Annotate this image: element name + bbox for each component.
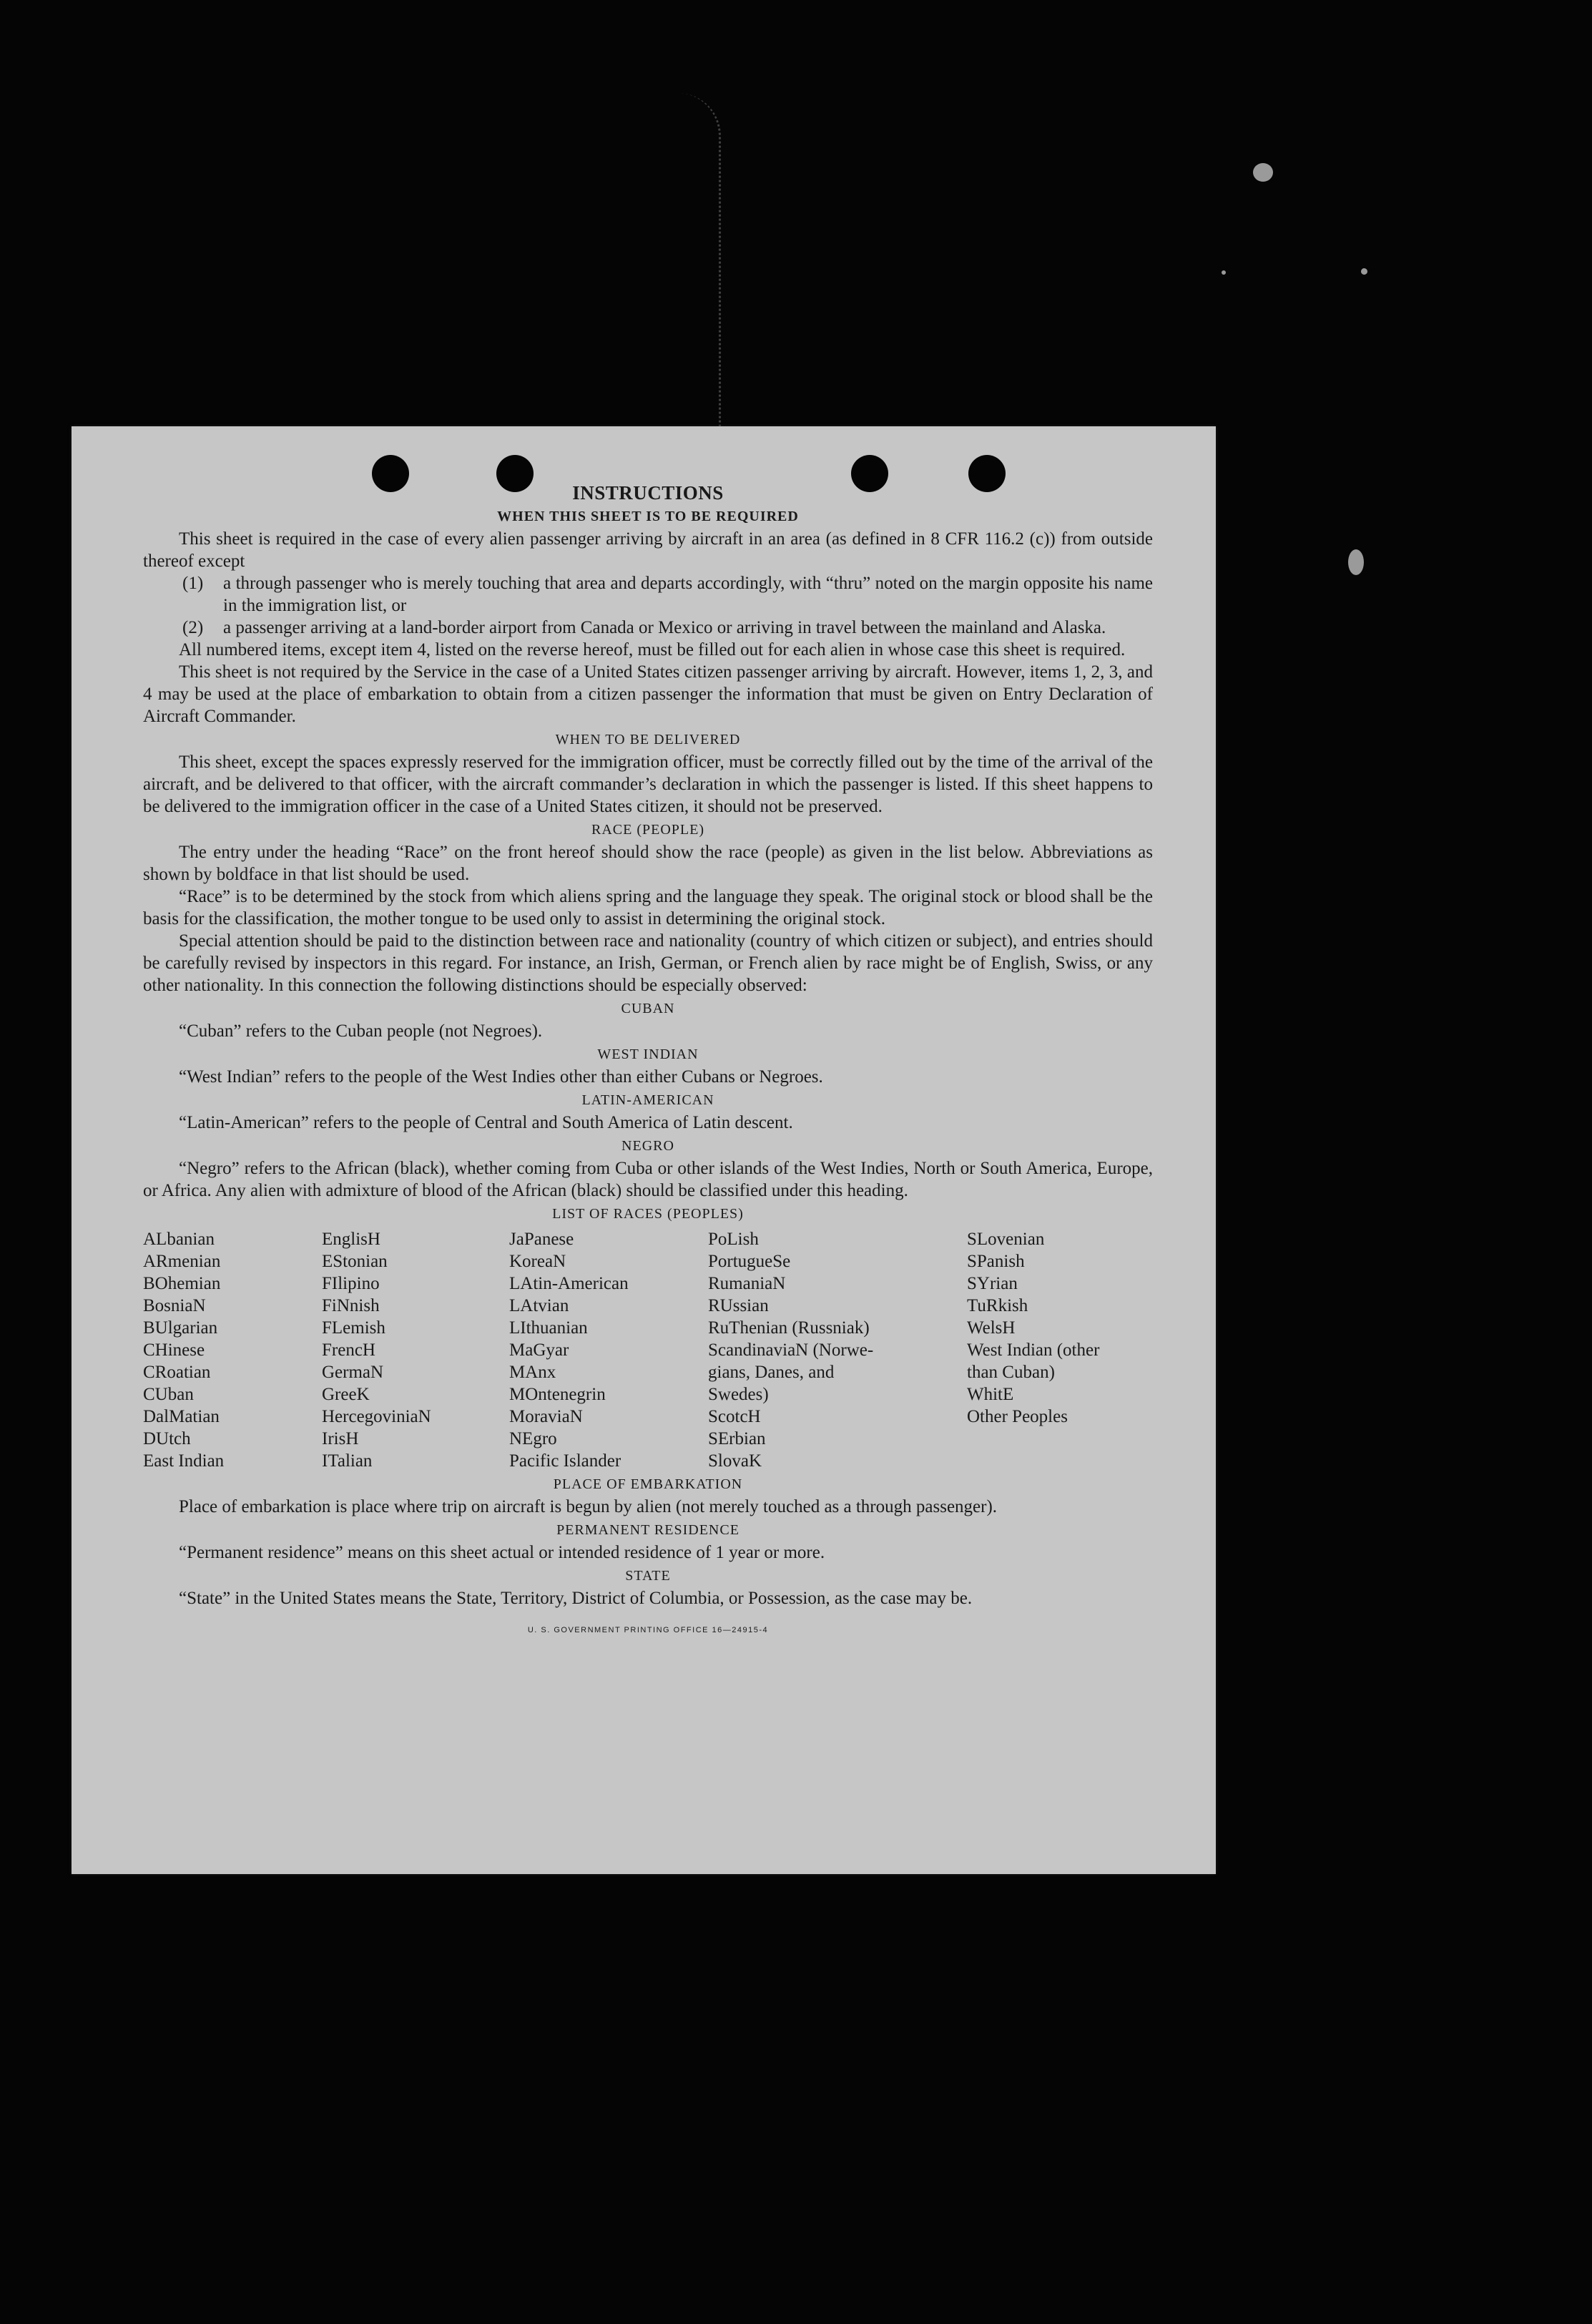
race-entry: LAtin-American xyxy=(509,1274,629,1293)
race-entry: FrencH xyxy=(322,1340,375,1360)
race-entry: Other Peoples xyxy=(967,1407,1068,1426)
race-entry: KoreaN xyxy=(509,1252,566,1271)
page-title: INSTRUCTIONS xyxy=(572,482,724,504)
paragraph: “West Indian” refers to the people of the West Indies other than either Cubans or Negroes. xyxy=(179,1067,823,1087)
paragraph: This sheet, except the spaces expressly reserved for the immigration officer, must be correctly filled out by the time of the arrival of the aircraft, and be delivered to that officer, with the aircraft commander’s declaration in which the passenger is listed. If this sheet happens to be delivered to the immigration officer in the case of a United States citizen, it should not be preserved. xyxy=(143,752,1153,816)
section-heading: NEGRO xyxy=(621,1138,674,1154)
list-item xyxy=(143,572,1153,617)
race-entry: NEgro xyxy=(509,1429,557,1448)
instruction-sheet xyxy=(72,426,1216,1874)
race-entry: RumaniaN xyxy=(708,1274,786,1293)
paragraph: Place of embarkation is place where trip on aircraft is begun by alien (not merely touched as a through passenger). xyxy=(179,1497,998,1516)
race-entry: BUlgarian xyxy=(143,1318,218,1338)
paragraph: “State” in the United States means the State, Territory, District of Columbia, or Possession, as the case may be. xyxy=(179,1589,973,1608)
race-entry: JaPanese xyxy=(509,1230,574,1249)
film-speck xyxy=(1253,163,1273,182)
race-entry: CUban xyxy=(143,1385,194,1404)
race-entry: FiNnish xyxy=(322,1296,380,1315)
section-heading: WHEN THIS SHEET IS TO BE REQUIRED xyxy=(497,509,799,524)
printer-imprint: U. S. GOVERNMENT PRINTING OFFICE 16—24915-4 xyxy=(527,1626,769,1634)
paragraph: “Latin-American” refers to the people of Central and South America of Latin descent. xyxy=(179,1113,793,1132)
race-entry: TuRkish xyxy=(967,1296,1028,1315)
race-entry: GermaN xyxy=(322,1363,384,1382)
race-entry: EStonian xyxy=(322,1252,388,1271)
item-number: (1) xyxy=(182,574,204,593)
race-entry: East Indian xyxy=(143,1451,225,1471)
race-entry: BOhemian xyxy=(143,1274,221,1293)
race-entry: ALbanian xyxy=(143,1230,215,1249)
race-entry: LAtvian xyxy=(509,1296,569,1315)
section-heading: STATE xyxy=(625,1568,671,1584)
race-entry: PoLish xyxy=(708,1230,759,1249)
race-entry: GreeK xyxy=(322,1385,370,1404)
section-heading: RACE (PEOPLE) xyxy=(591,822,704,838)
race-entry: LIthuanian xyxy=(509,1318,588,1338)
section-heading: PLACE OF EMBARKATION xyxy=(553,1476,743,1492)
race-list xyxy=(143,1228,1153,1472)
race-entry: SErbian xyxy=(708,1429,766,1448)
race-column xyxy=(708,1228,967,1472)
race-entry: Pacific Islander xyxy=(509,1451,621,1471)
race-entry: MAnx xyxy=(509,1363,556,1382)
paragraph: This sheet is required in the case of every alien passenger arriving by aircraft in an area (as defined in 8 CFR 116.2 (c)) from outside thereof except xyxy=(143,529,1153,571)
paragraph: “Race” is to be determined by the stock from which aliens spring and the language they speak. The original stock or blood shall be the basis for the classification, the mother tongue to be used only to assist in determining the original stock. xyxy=(143,887,1153,928)
sheet-content xyxy=(143,482,1153,1642)
race-entry: ScotcH xyxy=(708,1407,761,1426)
race-entry: WhitE xyxy=(967,1385,1014,1404)
section-heading: WEST INDIAN xyxy=(597,1046,699,1062)
race-column xyxy=(509,1228,708,1472)
section-heading: WHEN TO BE DELIVERED xyxy=(555,732,741,747)
film-speck xyxy=(1222,270,1226,275)
race-column xyxy=(967,1228,1153,1472)
race-column xyxy=(322,1228,509,1472)
race-entry: EnglisH xyxy=(322,1230,380,1249)
race-entry: RuThenian (Russniak) xyxy=(708,1318,870,1338)
race-entry: MaGyar xyxy=(509,1340,569,1360)
race-entry: ITalian xyxy=(322,1451,373,1471)
race-entry: PortugueSe xyxy=(708,1252,791,1271)
race-entry: CHinese xyxy=(143,1340,205,1360)
paragraph: “Cuban” refers to the Cuban people (not Negroes). xyxy=(179,1021,543,1041)
section-heading: LIST OF RACES (PEOPLES) xyxy=(552,1206,744,1222)
race-entry: ARmenian xyxy=(143,1252,221,1271)
race-entry: DUtch xyxy=(143,1429,191,1448)
race-entry: DalMatian xyxy=(143,1407,220,1426)
race-entry: HercegoviniaN xyxy=(322,1407,431,1426)
race-entry: MOntenegrin xyxy=(509,1385,606,1404)
paragraph: All numbered items, except item 4, listed on the reverse hereof, must be filled out for each alien in whose case this sheet is required. xyxy=(179,640,1126,660)
film-scratch xyxy=(669,93,721,451)
race-entry: CRoatian xyxy=(143,1363,211,1382)
race-entry: ScandinaviaN (Norwe- gians, Danes, and Swedes) xyxy=(708,1340,874,1404)
race-entry: SYrian xyxy=(967,1274,1018,1293)
race-entry: FIlipino xyxy=(322,1274,380,1293)
paragraph: “Permanent residence” means on this sheet actual or intended residence of 1 year or more. xyxy=(179,1543,825,1562)
race-entry: SlovaK xyxy=(708,1451,762,1471)
race-entry: SLovenian xyxy=(967,1230,1045,1249)
item-text: a through passenger who is merely touching that area and departs accordingly, with “thru” noted on the margin opposite his name in the immigration list, or xyxy=(223,574,1153,615)
paragraph: “Negro” refers to the African (black), whether coming from Cuba or other islands of the West Indies, North or South America, Europe, or Africa. Any alien with admixture of blood of the African (black) should be classified under this heading. xyxy=(143,1159,1153,1200)
film-speck xyxy=(1361,268,1367,275)
race-column xyxy=(143,1228,322,1472)
item-text: a passenger arriving at a land-border airport from Canada or Mexico or arriving in travel between the mainland and Alaska. xyxy=(223,618,1106,637)
race-entry: FLemish xyxy=(322,1318,385,1338)
race-entry: SPanish xyxy=(967,1252,1025,1271)
race-entry: MoraviaN xyxy=(509,1407,583,1426)
item-number: (2) xyxy=(182,618,204,637)
section-heading: CUBAN xyxy=(621,1001,675,1016)
race-entry: WelsH xyxy=(967,1318,1016,1338)
race-entry: RUssian xyxy=(708,1296,769,1315)
paragraph: Special attention should be paid to the distinction between race and nationality (country of which citizen or subject), and entries should be carefully revised by inspectors in this regard. For instance, an Irish, German, or French alien by race might be of English, Swiss, or any other nationality. In this connection the following distinctions should be especially observed: xyxy=(143,931,1153,995)
film-speck xyxy=(1348,549,1364,575)
paragraph: The entry under the heading “Race” on the front hereof should show the race (people) as given in the list below. Abbreviations as shown by boldface in that list should be used. xyxy=(143,843,1153,884)
paragraph: This sheet is not required by the Service in the case of a United States citizen passenger arriving by aircraft. However, items 1, 2, 3, and 4 may be used at the place of embarkation to obtain from a citizen passenger the information that must be given on Entry Declaration of Aircraft Commander. xyxy=(143,662,1153,726)
section-heading: LATIN-AMERICAN xyxy=(581,1092,714,1108)
section-heading: PERMANENT RESIDENCE xyxy=(556,1522,740,1538)
race-entry: IrisH xyxy=(322,1429,359,1448)
list-item xyxy=(143,617,1153,639)
race-entry: BosniaN xyxy=(143,1296,206,1315)
race-entry: West Indian (other than Cuban) xyxy=(967,1340,1100,1382)
